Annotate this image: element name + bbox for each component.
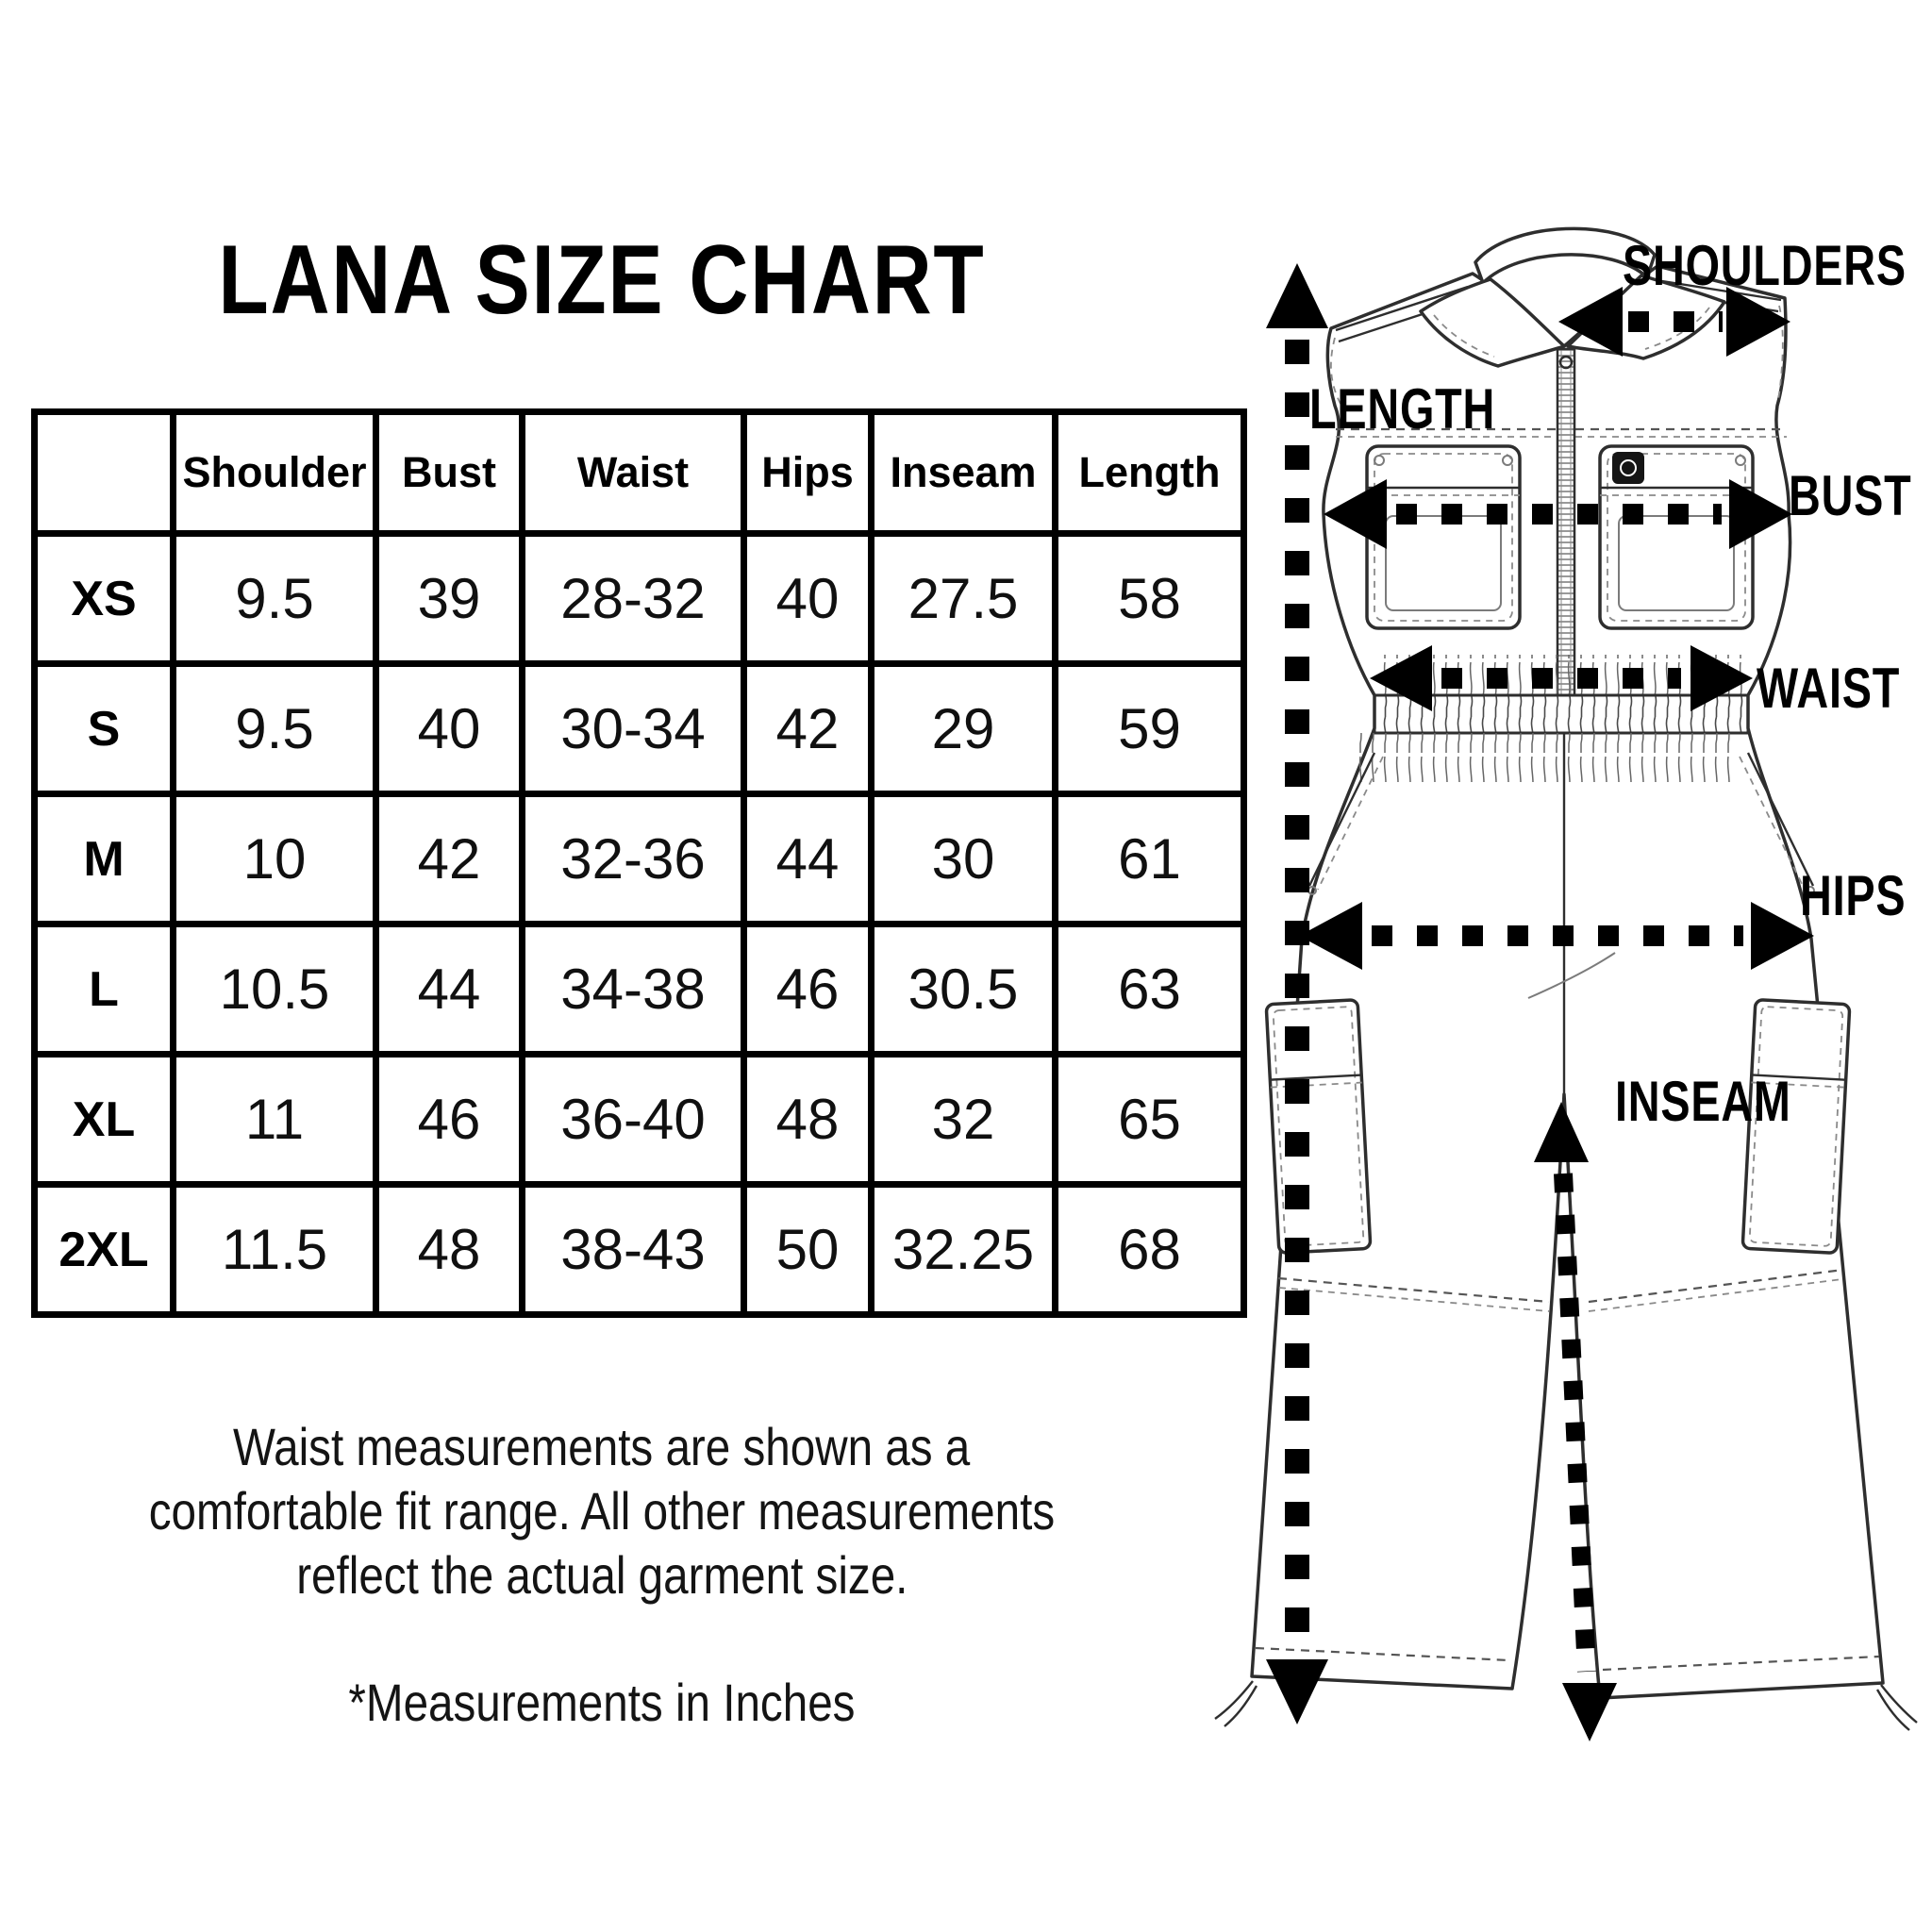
value-cell: 38-43 xyxy=(523,1185,744,1315)
fit-note-line-2: comfortable fit range. All other measurements xyxy=(148,1481,1056,1541)
table-header-row xyxy=(35,412,1244,534)
fit-note xyxy=(31,1415,1173,1607)
column-header-inseam: Inseam xyxy=(872,412,1056,534)
label-hips: HIPS xyxy=(1800,864,1907,927)
size-label: L xyxy=(35,924,174,1055)
value-cell: 34-38 xyxy=(523,924,744,1055)
size-label: M xyxy=(35,794,174,924)
label-waist: WAIST xyxy=(1757,657,1901,720)
value-cell: 46 xyxy=(744,924,872,1055)
value-cell: 9.5 xyxy=(174,534,376,664)
zipper xyxy=(1557,349,1574,695)
value-cell: 58 xyxy=(1056,534,1244,664)
brand-patch xyxy=(1612,452,1644,484)
value-cell: 10.5 xyxy=(174,924,376,1055)
value-cell: 63 xyxy=(1056,924,1244,1055)
value-cell: 40 xyxy=(744,534,872,664)
value-cell: 50 xyxy=(744,1185,872,1315)
fit-note-line-3: reflect the actual garment size. xyxy=(295,1545,908,1605)
value-cell: 11 xyxy=(174,1055,376,1185)
value-cell: 30 xyxy=(872,794,1056,924)
column-header-bust: Bust xyxy=(376,412,523,534)
size-table xyxy=(31,408,1247,1318)
value-cell: 9.5 xyxy=(174,664,376,794)
column-header-hips: Hips xyxy=(744,412,872,534)
value-cell: 61 xyxy=(1056,794,1244,924)
value-cell: 30-34 xyxy=(523,664,744,794)
value-cell: 32-36 xyxy=(523,794,744,924)
label-bust: BUST xyxy=(1789,464,1912,527)
label-length: LENGTH xyxy=(1309,377,1496,441)
value-cell: 48 xyxy=(744,1055,872,1185)
chest-pocket-left xyxy=(1367,446,1520,628)
value-cell: 59 xyxy=(1056,664,1244,794)
value-cell: 48 xyxy=(376,1185,523,1315)
value-cell: 42 xyxy=(744,664,872,794)
size-label: 2XL xyxy=(35,1185,174,1315)
cargo-pocket-left xyxy=(1266,1000,1371,1254)
value-cell: 10 xyxy=(174,794,376,924)
value-cell: 36-40 xyxy=(523,1055,744,1185)
value-cell: 44 xyxy=(376,924,523,1055)
fit-note-line-1: Waist measurements are shown as a xyxy=(233,1417,971,1476)
size-label: XS xyxy=(35,534,174,664)
table-row-l xyxy=(35,924,1244,1055)
table-row-xl xyxy=(35,1055,1244,1185)
table-row-2xl xyxy=(35,1185,1244,1315)
value-cell: 42 xyxy=(376,794,523,924)
value-cell: 11.5 xyxy=(174,1185,376,1315)
page-title xyxy=(31,225,1173,337)
column-header-shoulder: Shoulder xyxy=(174,412,376,534)
label-shoulders: SHOULDERS xyxy=(1623,234,1907,297)
size-label: S xyxy=(35,664,174,794)
value-cell: 27.5 xyxy=(872,534,1056,664)
page-title-text: LANA SIZE CHART xyxy=(218,225,986,335)
value-cell: 40 xyxy=(376,664,523,794)
column-header-length: Length xyxy=(1056,412,1244,534)
units-note-text: *Measurements in Inches xyxy=(348,1673,856,1732)
units-note xyxy=(31,1672,1173,1733)
value-cell: 29 xyxy=(872,664,1056,794)
value-cell: 39 xyxy=(376,534,523,664)
value-cell: 44 xyxy=(744,794,872,924)
size-label: XL xyxy=(35,1055,174,1185)
value-cell: 46 xyxy=(376,1055,523,1185)
value-cell: 28-32 xyxy=(523,534,744,664)
column-header-waist: Waist xyxy=(523,412,744,534)
value-cell: 65 xyxy=(1056,1055,1244,1185)
table-row-xs xyxy=(35,534,1244,664)
label-inseam: INSEAM xyxy=(1615,1070,1791,1133)
table-row-s xyxy=(35,664,1244,794)
value-cell: 32 xyxy=(872,1055,1056,1185)
value-cell: 30.5 xyxy=(872,924,1056,1055)
value-cell: 32.25 xyxy=(872,1185,1056,1315)
column-header-blank xyxy=(35,412,174,534)
table-row-m xyxy=(35,794,1244,924)
value-cell: 68 xyxy=(1056,1185,1244,1315)
